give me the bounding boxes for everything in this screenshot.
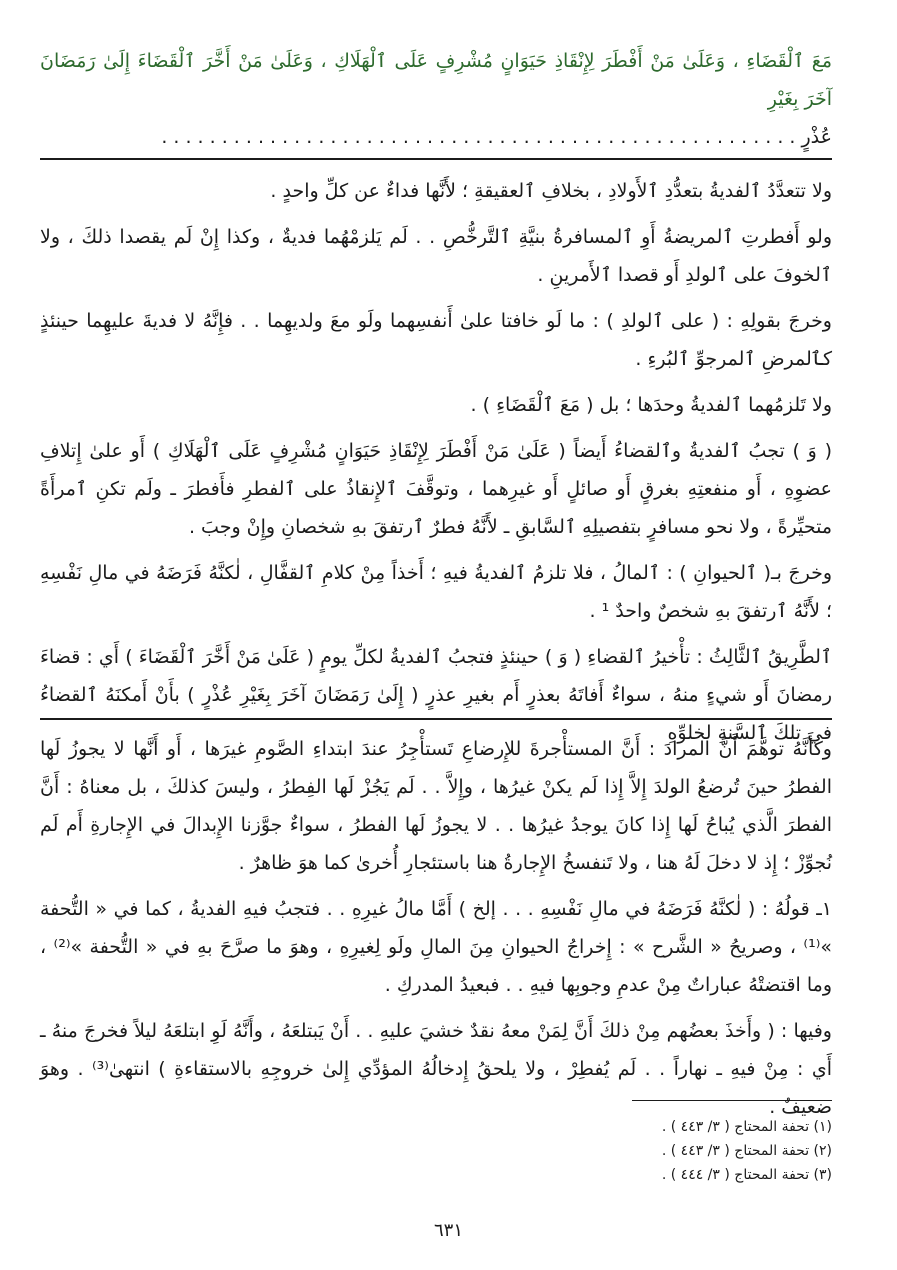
matn-line-1: مَعَ ٱلْقَضَاءِ ، وَعَلَىٰ مَنْ أَفْطَرَ لِإِنْقَاذِ حَيَوَانٍ مُشْرِفٍ عَلَى ٱلْهَلَاكِ ، وَعَلَىٰ مَنْ أَخَّرَ ٱلْقَضَاءَ إِلَىٰ رَمَضَانَ آخَرَ بِغَيْرِ	[40, 50, 832, 110]
footnote-2: (٢) تحفة المحتاج ( ٣/ ٤٤٣ ) .	[661, 1143, 832, 1159]
commentary-paragraph-4: ولا تَلزمُهما ٱلفديةُ وحدَها ؛ بل ( مَعَ ٱلْقَضَاءِ ) .	[470, 394, 832, 416]
notes-divider	[40, 718, 832, 720]
notes-section	[40, 730, 832, 1126]
commentary-paragraph-5: ( وَ ) تجبُ ٱلفديةُ وٱلقضاءُ أَيضاً ( عَلَىٰ مَنْ أَفْطَرَ لِإِنْقَاذِ حَيَوَانٍ مُشْرِفٍ عَلَى ٱلْهَلَاكِ ) أَو علىٰ إِتلافِ عضوِهِ ، أَو منفعتِهِ بغرقٍ أَو صائلٍ أَو غيرِهما ، وتوقَّفَ ٱلإِنقاذُ على ٱلفطرِ فأَفطرَ ـ ولَم تكنِ ٱمرأَةً متحيِّرةً ، ولا نحو مسافرٍ بتفصيلِهِ ٱلسَّابقِ ـ لأَنَّهُ فطرٌ ٱرتفقَ بهِ شخصانِ وإِنْ وجبَ .	[40, 440, 832, 538]
footnotes-divider	[632, 1100, 832, 1101]
note-paragraph-3: وفيها : ( وأَخذَ بعضُهم مِنْ ذلكَ أَنَّ لِمَنْ معهُ نقدٌ خشيَ عليهِ . . أَنْ يَبتلعَهُ ، وأَنَّهُ لَوِ ابتلعَهُ ليلاً فخرجَ منهُ ـ أَي : مِنْ فيهِ ـ نهاراً . . لَم يُفطِرْ ، ولا يلحقُ إِدخالُهُ المؤدِّي إِلىٰ خروجِهِ بالاستقاءةِ ) انتهىٰ⁽³⁾ . وهوَ ضعيفٌ .	[40, 1020, 833, 1118]
matn-line-2: عُذْرٍ . . . . . . . . . . . . . . . . . . . . . . . . . . . . . . . . . . . . . . . . . . . . . . . . . . . . .	[161, 126, 832, 148]
matn-continuation	[40, 42, 832, 156]
commentary-paragraph-1: ولا تتعدَّدُ ٱلفديةُ بتعدُّدِ ٱلأَولادِ ، بخلافِ ٱلعقيقةِ ؛ لأَنَّها فداءٌ عن كلِّ واحدٍ .	[270, 180, 832, 202]
note-paragraph-2: ١ـ قولُهُ : ( لٰكنَّهُ فَرَضَهُ في مالِ نَفْسِهِ . . . إلخ ) أَمَّا مالُ غيرِهِ . . فتجبُ فيهِ الفديةُ ، كما في « التُّحفة »⁽¹⁾ ، وصريحُ « الشَّرح » : إِخراجُ الحيوانِ مِنَ المالِ ولَو لِغيرِهِ ، وهوَ ما صرَّحَ بهِ في « التُّحفة »⁽²⁾ ، وما اقتضتْهُ عباراتٌ مِنْ عدمِ وجوبِها فيهِ . . فبعيدُ المدركِ .	[40, 898, 832, 996]
footnotes	[40, 1115, 832, 1187]
commentary-paragraph-2: ولو أَفطرتِ ٱلمريضةُ أَوِ ٱلمسافرةُ بنيَّةِ ٱلتَّرخُّصِ . . لَم يَلزمْهُما فديةٌ ، وكذا إِنْ لَم يقصدا ذلكَ ، ولا ٱلخوفَ على ٱلولدِ أَو قصدا ٱلأَمرينِ .	[40, 226, 832, 286]
commentary-section	[40, 172, 832, 752]
footnote-3: (٣) تحفة المحتاج ( ٣/ ٤٤٤ ) .	[661, 1167, 832, 1183]
commentary-paragraph-6: وخرجَ بـ( ٱلحيوانِ ) : ٱلمالُ ، فلا تلزمُ ٱلفديةُ فيهِ ؛ أَخذاً مِنْ كلامِ ٱلقفَّالِ ، لٰكنَّهُ فَرَضَهُ في مالِ نَفْسِهِ ؛ لأَنَّهُ ٱرتفقَ بهِ شخصٌ واحدٌ ¹ .	[40, 562, 832, 622]
page-number: ٦٣١	[433, 1220, 463, 1241]
note-paragraph-1: وكأَنَّهُ توهَّمَ أَنَّ المرادَ : أَنَّ المستأْجرةَ للإِرضاعِ تَستأْجِرُ عندَ ابتداءِ الصَّومِ غيرَها ، أَو أَنَّها لا يجوزُ لَها الفطرُ حينَ تُرضعُ الولدَ إِلاَّ إِذا لَم يكنْ غيرُها ، وإِلاَّ . . لَم يَجُزْ لَها الفِطرُ ، وليسَ كذلكَ ، بل معناهُ : أَنَّ الفطرَ الَّذي يُباحُ لَها إِذا كانَ يوجدُ غيرُها . . لا يجوزُ لَها الفطرُ ، سواءٌ جوَّزنا الإِبدالَ في الإِجارةِ أَم لَم نُجوِّزْ ؛ إِذ لا دخلَ لَهُ هنا ، ولا تَنفسخُ الإِجارةُ هنا باستئجارِ أُخرىٰ كما هوَ ظاهرٌ .	[40, 738, 832, 874]
footnote-1: (١) تحفة المحتاج ( ٣/ ٤٤٣ ) .	[661, 1119, 832, 1135]
commentary-paragraph-7: ٱلطَّرِيقُ ٱلثَّالِثُ : تأْخيرُ ٱلقضاءِ ( وَ ) حينئذٍ فتجبُ ٱلفديةُ لكلِّ يومٍ ( عَلَىٰ مَنْ أَخَّرَ ٱلْقَضَاءَ ) أَي : قضاءَ رمضانَ أَو شيءٍ منهُ ، سواءٌ أَفاتَهُ بعذرٍ أَم بغيرِ عذرٍ ( إِلَىٰ رَمَضَانَ آخَرَ بِغَيْرِ عُذْرٍ ) بأَنْ أَمكنَهُ ٱلقضاءُ في تلكَ ٱلسَّنةِ لخلوِّهِ	[40, 646, 832, 744]
top-divider	[40, 158, 832, 160]
commentary-paragraph-3: وخرجَ بقولِهِ : ( على ٱلولدِ ) : ما لَو خافتا علىٰ أَنفسِهما ولَو معَ ولديهِما . . فإِنَّهُ لا فديةَ عليهِما حينئذٍ كٱلمرضِ ٱلمرجوِّ ٱلبُرءِ .	[40, 310, 832, 370]
